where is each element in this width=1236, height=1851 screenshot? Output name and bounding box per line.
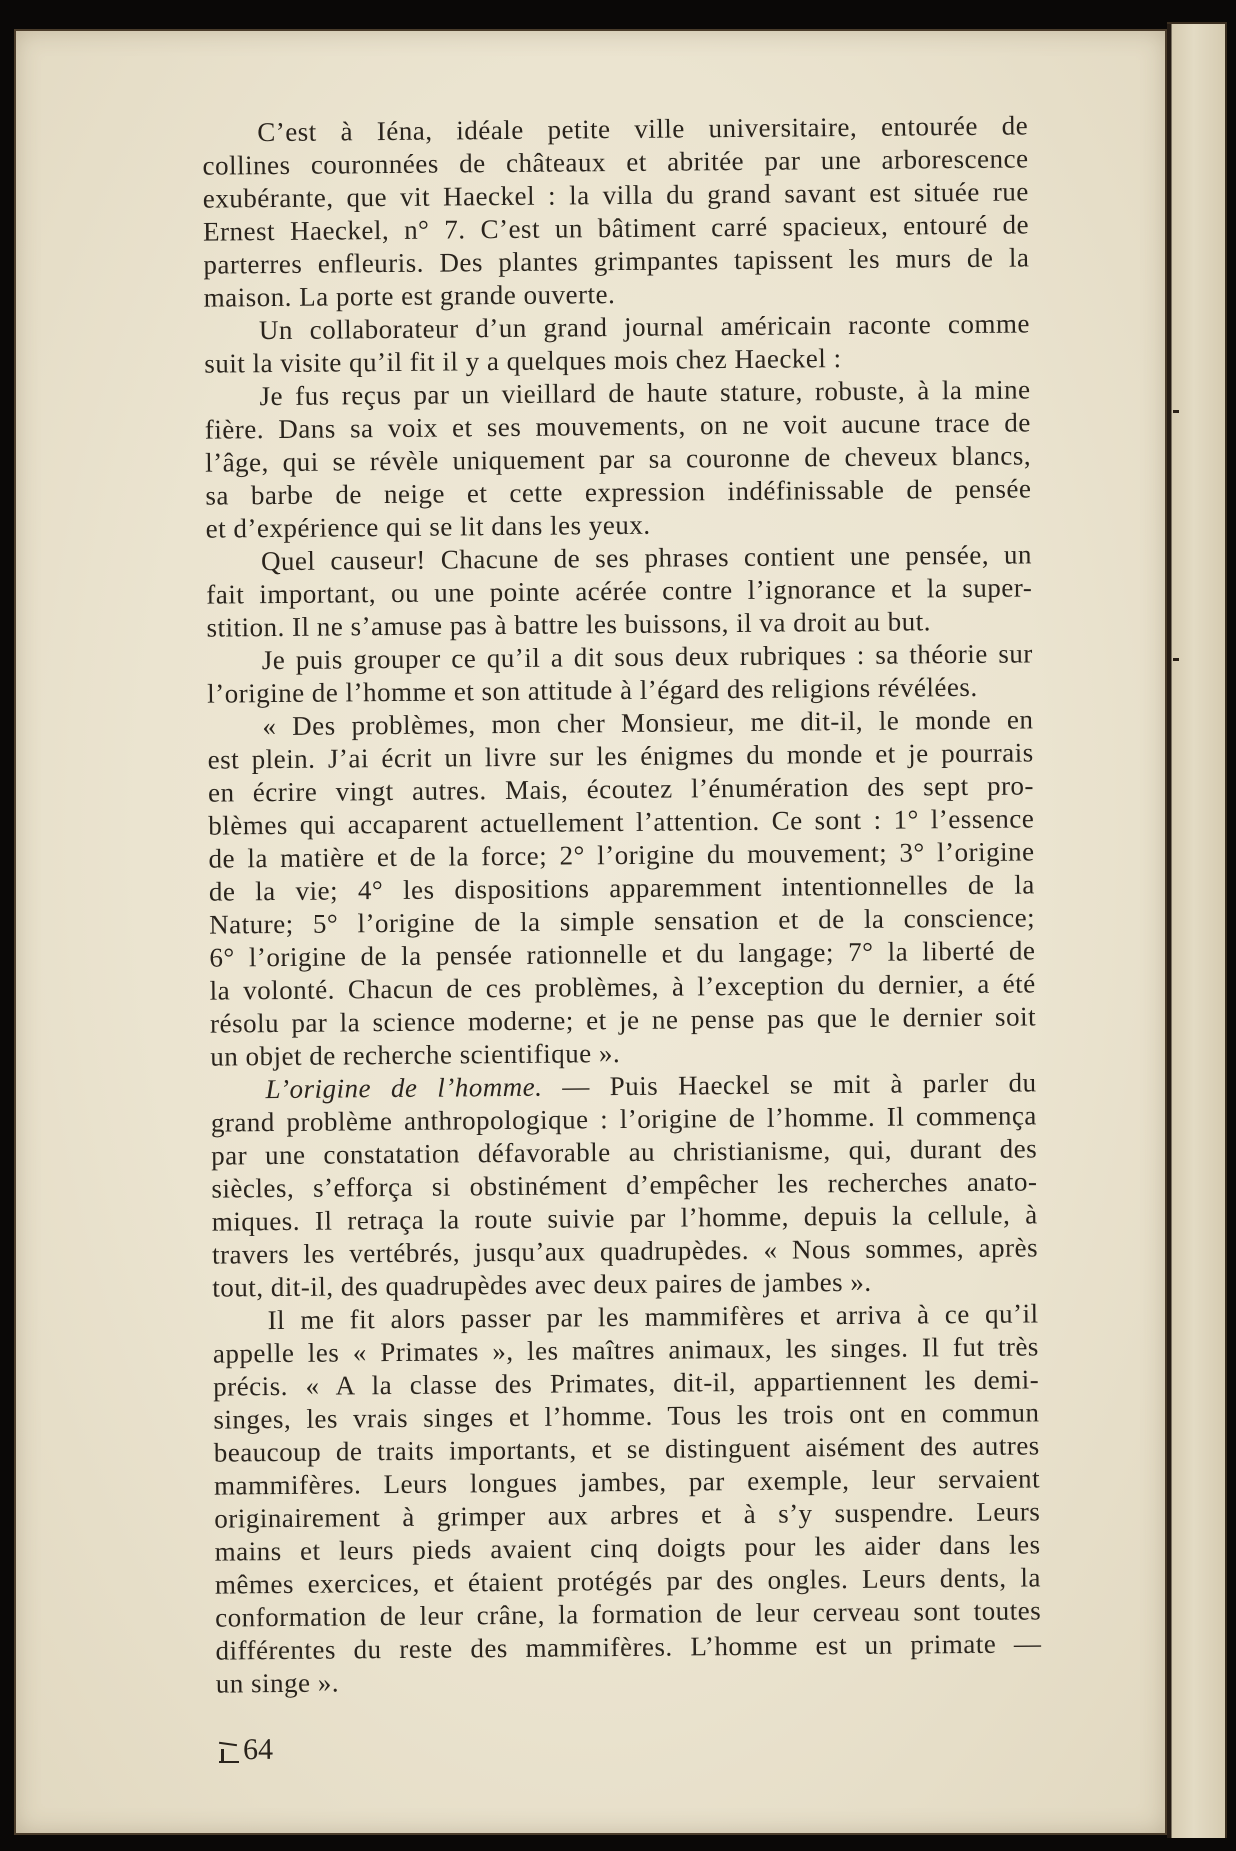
text-line: « Des problèmes, mon cher Monsieur, me dit-il, le monde en: [262, 704, 1034, 742]
text-line: Je puis grouper ce qu’il a dit sous deux rubriques : sa théorie sur: [261, 638, 1033, 676]
text-line: différentes du reste des mammifères. L’homme est un primate —: [215, 1628, 1042, 1666]
scan-mark: [1173, 410, 1179, 413]
text-line: exubérante, que vit Haeckel : la villa du grand savant est située rue: [202, 176, 1029, 214]
printer-mark-icon: [217, 1741, 241, 1765]
text-line: miques. Il retraça la route suivie par l’homme, depuis la cellule, à: [211, 1199, 1038, 1237]
section-heading: L’origine de l’homme.: [265, 1071, 543, 1105]
paragraph: [204, 373, 1031, 545]
text-line: grand problème anthropologique : l’origine de l’homme. Il commença: [210, 1100, 1037, 1138]
text-line: de la matière et de la force; 2° l’origine du mouvement; 3° l’origine: [208, 836, 1035, 874]
scan-mark: [1173, 658, 1179, 661]
paragraph: [207, 703, 1036, 1073]
text-line: Nature; 5° l’origine de la simple sensation et de la conscience;: [209, 902, 1036, 940]
text-line: précis. « A la classe des Primates, dit-il, appartiennent les demi-: [213, 1364, 1040, 1402]
paragraph: [206, 538, 1033, 644]
text-line: par une constatation défavorable au christianisme, qui, durant des: [211, 1133, 1038, 1171]
paragraph: [204, 307, 1031, 380]
text-line: Un collaborateur d’un grand journal américain raconte comme: [258, 308, 1031, 346]
text-line: beaucoup de traits importants, et se distinguent aisément des autres: [213, 1430, 1040, 1468]
text-line: un objet de recherche scientifique ».: [210, 1038, 621, 1072]
paragraph: [210, 1066, 1038, 1304]
text-line: suit la visite qu’il fit il y a quelques mois chez Haeckel :: [204, 343, 842, 379]
text-line: mammifères. Leurs longues jambes, par exemple, leur servaient: [213, 1463, 1041, 1501]
text-line: la volonté. Chacun de ces problèmes, à l’exception du dernier, a été: [209, 968, 1036, 1006]
text-line: travers les vertébrés, jusqu’aux quadrupèdes. « Nous sommes, après: [211, 1232, 1039, 1270]
text-line: tout, dit-il, des quadrupèdes avec deux paires de jambes ».: [212, 1266, 872, 1303]
text-line: 6° l’origine de la pensée rationnelle et du langage; 7° la liberté de: [209, 935, 1036, 973]
body-text: [202, 109, 1042, 1700]
text-line: stition. Il ne s’amuse pas à battre les buissons, il va droit au but.: [206, 606, 932, 643]
text-line: parterres enfleuris. Des plantes grimpantes tapissent les murs de la: [203, 242, 1030, 280]
text-line: en écrire vingt autres. Mais, écoutez l’énumération des sept pro-: [207, 770, 1035, 808]
text-line: Ernest Haeckel, n° 7. C’est un bâtiment carré spacieux, entouré de: [202, 209, 1030, 247]
text-line: maison. La porte est grande ouverte.: [203, 279, 616, 313]
text-line: mêmes exercices, et étaient protégés par des ongles. Leurs dents, la: [214, 1562, 1042, 1600]
paragraph: [207, 637, 1034, 710]
text-line: l’origine de l’homme et son attitude à l’égard des religions révélées.: [207, 671, 978, 709]
text-line: blèmes qui accaparent actuellement l’attention. Ce sont : 1° l’essence: [208, 803, 1035, 841]
text-line: l’âge, qui se révèle uniquement par sa couronne de cheveux blancs,: [204, 440, 1032, 478]
text-line: Quel causeur! Chacune de ses phrases contient une pensée, un: [260, 539, 1033, 577]
text-line: originairement à grimper aux arbres et à s’y suspendre. Leurs: [214, 1496, 1041, 1534]
text-line: C’est à Iéna, idéale petite ville universitaire, entourée de: [257, 110, 1029, 148]
text-line: un singe ».: [215, 1667, 340, 1699]
text-line: mains et leurs pieds avaient cinq doigts pour les aider dans les: [214, 1529, 1041, 1567]
text-line: fière. Dans sa voix et ses mouvements, on ne voit aucune trace de: [204, 407, 1031, 445]
text-line: fait important, ou une pointe acérée contre l’ignorance et la super-: [206, 572, 1033, 610]
text-line: résolu par la science moderne; et je ne pense pas que le dernier soit: [209, 1001, 1037, 1039]
text-line: Il me fit alors passer par les mammifères et arriva à ce qu’il: [267, 1298, 1039, 1336]
text-line: est plein. J’ai écrit un livre sur les énigmes du monde et je pourrais: [207, 737, 1034, 775]
text-line: collines couronnées de châteaux et abritée par une arborescence: [202, 143, 1029, 181]
text-line: siècles, s’efforça si obstinément d’empêcher les recherches anato-: [211, 1166, 1038, 1204]
text-line: de la vie; 4° les dispositions apparemment intentionnelles de la: [208, 869, 1035, 907]
paragraph: [212, 1297, 1041, 1700]
adjacent-page-edge: [1167, 22, 1227, 1838]
page-number: 64: [242, 1732, 274, 1767]
text-line: singes, les vrais singes et l’homme. Tous les trois ont en commun: [213, 1397, 1040, 1435]
paragraph: [202, 109, 1030, 314]
text-line: et d’expérience qui se lit dans les yeux.: [205, 509, 651, 544]
text-line: sa barbe de neige et cette expression indéfinissable de pensée: [205, 473, 1032, 511]
text-line: conformation de leur crâne, la formation de leur cerveau sont toutes: [215, 1595, 1042, 1633]
text-line: Je fus reçus par un vieillard de haute stature, robuste, à la mine: [259, 374, 1031, 412]
text-line: appelle les « Primates », les maîtres animaux, les singes. Il fut très: [212, 1331, 1039, 1369]
text-line-rest: — Puis Haeckel se mit à parler du: [542, 1067, 1037, 1102]
